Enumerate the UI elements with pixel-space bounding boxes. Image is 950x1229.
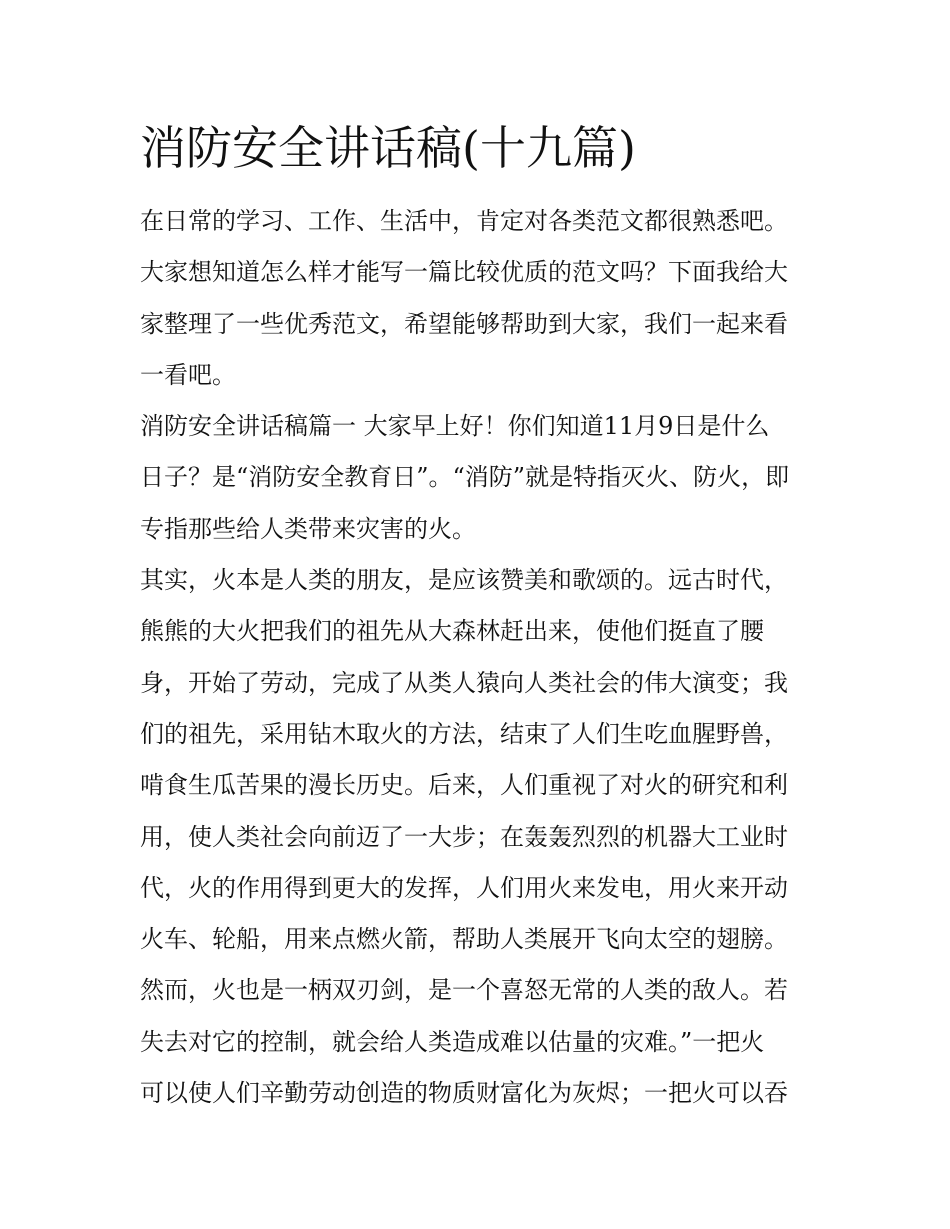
text-line: 代，火的作用得到更大的发挥，人们用火来发电，用火来开动 [140, 873, 788, 902]
text-line: 熊熊的大火把我们的祖先从大森林赶出来，使他们挺直了腰 [140, 617, 764, 646]
text-line: 专指那些给人类带来灾害的火。 [140, 514, 476, 543]
text-line: 可以使人们辛勤劳动创造的物质财富化为灰烬；一把火可以吞 [140, 1079, 788, 1108]
text-line: 用，使人类社会向前迈了一大步；在轰轰烈烈的机器大工业时 [140, 822, 788, 851]
text-line: 消防安全讲话稿篇一 大家早上好！你们知道11月9日是什么 [140, 412, 770, 441]
text-line: 身，开始了劳动，完成了从类人猿向人类社会的伟大演变；我 [140, 668, 788, 697]
text-line: 其实，火本是人类的朋友，是应该赞美和歌颂的。远古时代， [140, 566, 788, 595]
text-line: 失去对它的控制，就会给人类造成难以估量的灾难。”一把火 [140, 1027, 765, 1056]
text-line: 们的祖先，采用钻木取火的方法，结束了人们生吃血腥野兽， [140, 719, 788, 748]
document-body [140, 196, 820, 1119]
text-line: 家整理了一些优秀范文，希望能够帮助到大家，我们一起来看 [140, 309, 788, 338]
document-title: 消防安全讲话稿(十九篇) [140, 121, 636, 175]
text-line: 然而，火也是一柄双刃剑，是一个喜怒无常的人类的敌人。若 [140, 976, 788, 1005]
text-line: 日子？是“消防安全教育日”。“消防”就是特指灭火、防火，即 [140, 463, 790, 492]
text-line: 啃食生瓜苦果的漫长历史。后来，人们重视了对火的研究和利 [140, 771, 788, 800]
text-line: 一看吧。 [140, 360, 236, 389]
text-line: 火车、轮船，用来点燃火箭，帮助人类展开飞向太空的翅膀。 [140, 925, 788, 954]
text-line: 在日常的学习、工作、生活中，肯定对各类范文都很熟悉吧。 [140, 207, 788, 235]
text-line: 大家想知道怎么样才能写一篇比较优质的范文吗？下面我给大 [140, 258, 788, 287]
